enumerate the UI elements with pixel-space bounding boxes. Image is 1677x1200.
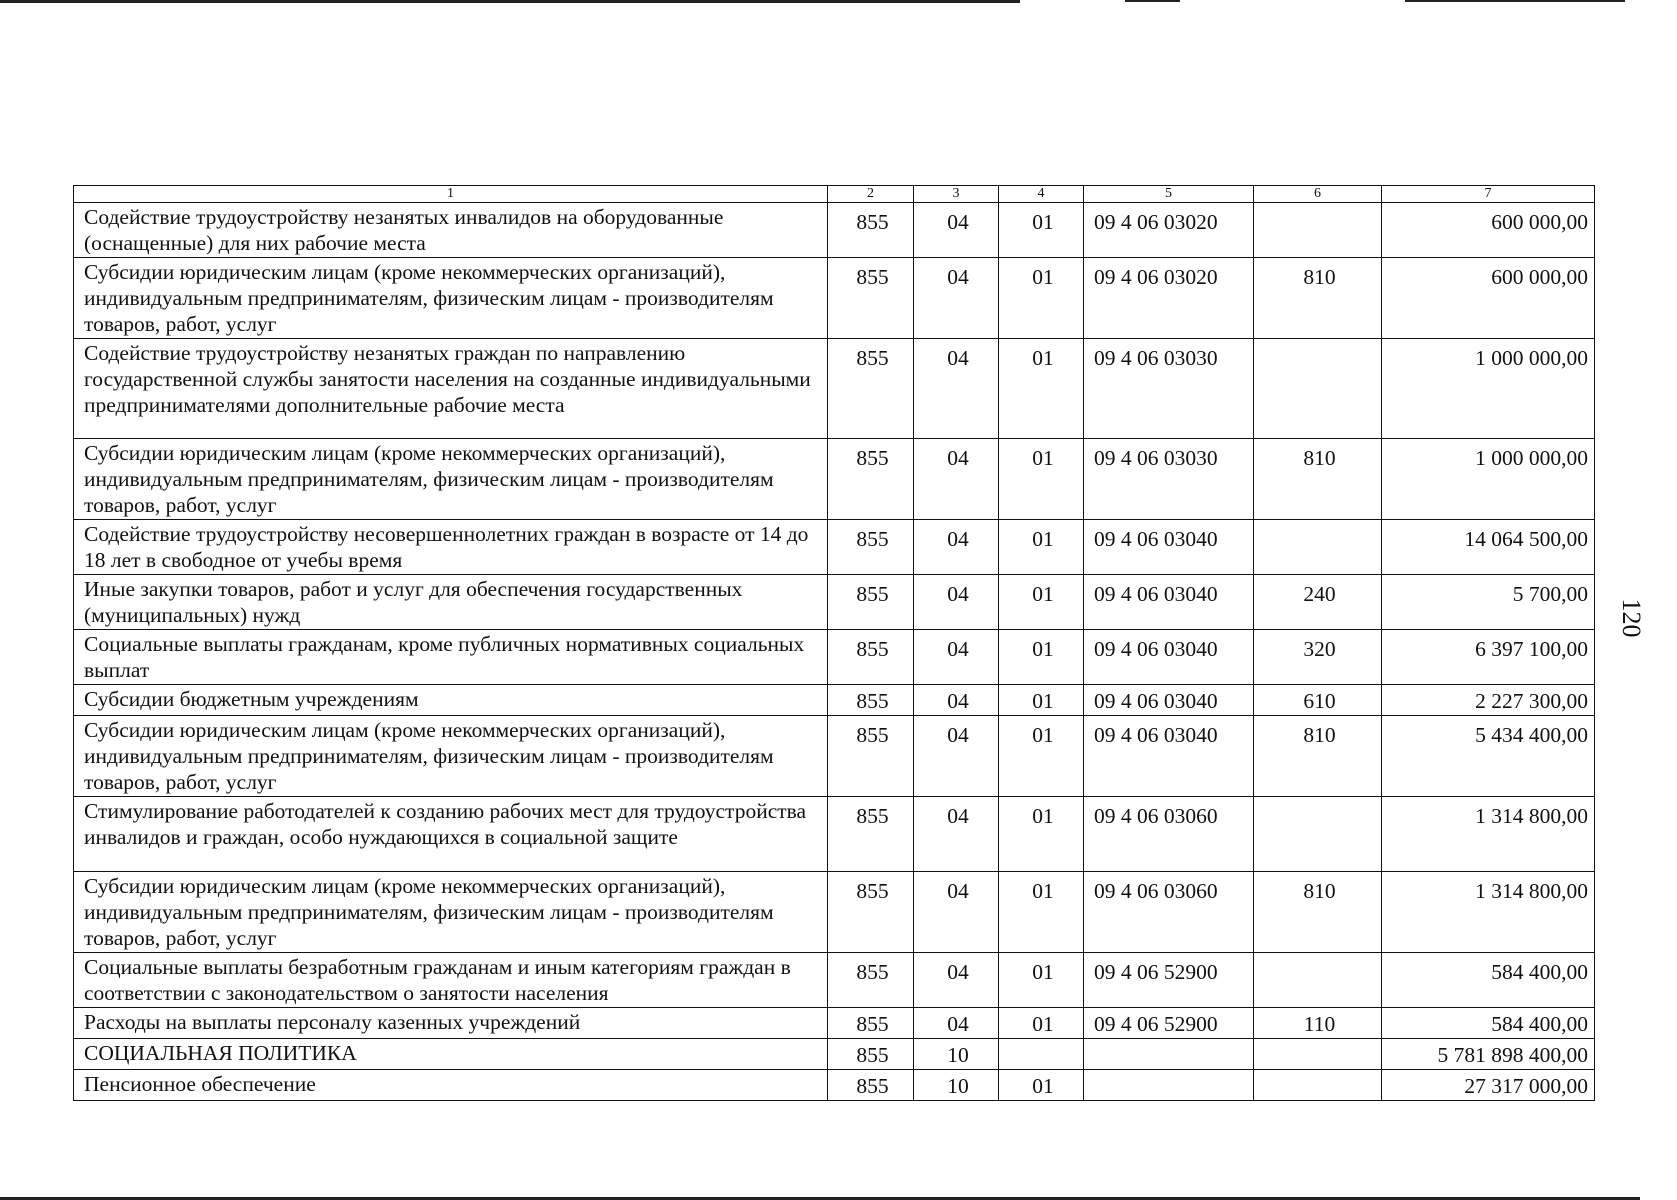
column-number: 4	[999, 186, 1084, 203]
row-pr-cell: 01	[999, 953, 1084, 1008]
row-name-cell: Расходы на выплаты персоналу казенных учреждений	[74, 1008, 828, 1039]
row-rz-cell: 04	[914, 630, 999, 685]
table-row	[74, 630, 1595, 685]
row-sum-cell: 5 781 898 400,00	[1382, 1039, 1595, 1070]
column-number: 3	[914, 186, 999, 203]
row-pr-cell: 01	[999, 797, 1084, 872]
row-sum-cell: 27 317 000,00	[1382, 1070, 1595, 1101]
table-row	[74, 1070, 1595, 1101]
row-rz-cell: 04	[914, 258, 999, 339]
row-sum-cell: 1 314 800,00	[1382, 797, 1595, 872]
row-name-cell: СОЦИАЛЬНАЯ ПОЛИТИКА	[74, 1039, 828, 1070]
row-pr-cell: 01	[999, 575, 1084, 630]
row-sum-cell: 1 000 000,00	[1382, 339, 1595, 439]
row-gr-cell: 855	[828, 685, 914, 716]
row-csr-cell: 09 4 06 03030	[1084, 439, 1254, 520]
row-vr-cell: 810	[1254, 716, 1382, 797]
row-vr-cell: 240	[1254, 575, 1382, 630]
row-pr-cell: 01	[999, 258, 1084, 339]
row-vr-cell	[1254, 797, 1382, 872]
row-csr-cell: 09 4 06 03060	[1084, 797, 1254, 872]
column-number: 5	[1084, 186, 1254, 203]
row-sum-cell: 1 314 800,00	[1382, 872, 1595, 953]
row-csr-cell: 09 4 06 52900	[1084, 953, 1254, 1008]
row-vr-cell	[1254, 339, 1382, 439]
row-rz-cell: 04	[914, 339, 999, 439]
row-csr-cell: 09 4 06 03040	[1084, 685, 1254, 716]
row-sum-cell: 5 700,00	[1382, 575, 1595, 630]
row-csr-cell: 09 4 06 03030	[1084, 339, 1254, 439]
row-rz-cell: 04	[914, 872, 999, 953]
scan-edge-top-line-right	[1125, 0, 1180, 2]
row-sum-cell: 584 400,00	[1382, 953, 1595, 1008]
row-vr-cell	[1254, 520, 1382, 575]
row-pr-cell: 01	[999, 685, 1084, 716]
row-name-cell: Содействие трудоустройству незанятых граждан по направлению государственной службы занятости населения на созданные индивидуальными предпринимателями дополнительные рабочие места	[74, 339, 828, 439]
row-gr-cell: 855	[828, 575, 914, 630]
row-gr-cell: 855	[828, 203, 914, 258]
row-gr-cell: 855	[828, 1070, 914, 1101]
row-gr-cell: 855	[828, 258, 914, 339]
row-sum-cell: 6 397 100,00	[1382, 630, 1595, 685]
page-number: 120	[1617, 598, 1646, 638]
table-row	[74, 439, 1595, 520]
table-body	[74, 203, 1595, 1101]
row-rz-cell: 04	[914, 439, 999, 520]
table-row	[74, 872, 1595, 953]
row-pr-cell: 01	[999, 872, 1084, 953]
scan-edge-top-line-far-right	[1405, 0, 1625, 2]
row-sum-cell: 1 000 000,00	[1382, 439, 1595, 520]
row-pr-cell: 01	[999, 1070, 1084, 1101]
row-pr-cell: 01	[999, 203, 1084, 258]
row-csr-cell: 09 4 06 03040	[1084, 630, 1254, 685]
row-csr-cell	[1084, 1039, 1254, 1070]
row-csr-cell: 09 4 06 52900	[1084, 1008, 1254, 1039]
row-name-cell: Содействие трудоустройству несовершеннолетних граждан в возрасте от 14 до 18 лет в свободное от учебы время	[74, 520, 828, 575]
row-name-cell: Стимулирование работодателей к созданию рабочих мест для трудоустройства инвалидов и граждан, особо нуждающихся в социальной защите	[74, 797, 828, 872]
row-vr-cell: 810	[1254, 439, 1382, 520]
row-pr-cell: 01	[999, 339, 1084, 439]
row-sum-cell: 14 064 500,00	[1382, 520, 1595, 575]
row-gr-cell: 855	[828, 872, 914, 953]
row-rz-cell: 04	[914, 685, 999, 716]
row-csr-cell: 09 4 06 03040	[1084, 575, 1254, 630]
row-name-cell: Субсидии юридическим лицам (кроме некоммерческих организаций), индивидуальным предпринимателям, физическим лицам - производителям товаров, работ, услуг	[74, 872, 828, 953]
row-rz-cell: 04	[914, 797, 999, 872]
row-vr-cell: 610	[1254, 685, 1382, 716]
row-csr-cell: 09 4 06 03020	[1084, 258, 1254, 339]
table-row	[74, 520, 1595, 575]
row-gr-cell: 855	[828, 520, 914, 575]
row-gr-cell: 855	[828, 439, 914, 520]
table-row	[74, 1008, 1595, 1039]
table-row	[74, 1039, 1595, 1070]
row-name-cell: Субсидии бюджетным учреждениям	[74, 685, 828, 716]
row-vr-cell: 110	[1254, 1008, 1382, 1039]
row-vr-cell	[1254, 1039, 1382, 1070]
row-pr-cell: 01	[999, 716, 1084, 797]
row-name-cell: Пенсионное обеспечение	[74, 1070, 828, 1101]
row-rz-cell: 04	[914, 575, 999, 630]
row-gr-cell: 855	[828, 630, 914, 685]
row-name-cell: Субсидии юридическим лицам (кроме некоммерческих организаций), индивидуальным предпринимателям, физическим лицам - производителям товаров, работ, услуг	[74, 716, 828, 797]
row-pr-cell	[999, 1039, 1084, 1070]
table-row	[74, 339, 1595, 439]
row-rz-cell: 10	[914, 1070, 999, 1101]
table-row	[74, 685, 1595, 716]
row-vr-cell: 810	[1254, 258, 1382, 339]
row-sum-cell: 584 400,00	[1382, 1008, 1595, 1039]
row-gr-cell: 855	[828, 1008, 914, 1039]
table-row	[74, 716, 1595, 797]
row-name-cell: Содействие трудоустройству незанятых инвалидов на оборудованные (оснащенные) для них рабочие места	[74, 203, 828, 258]
table-row	[74, 258, 1595, 339]
table-row	[74, 797, 1595, 872]
row-name-cell: Социальные выплаты безработным гражданам и иным категориям граждан в соответствии с законодательством о занятости населения	[74, 953, 828, 1008]
table-row	[74, 575, 1595, 630]
row-gr-cell: 855	[828, 1039, 914, 1070]
row-rz-cell: 04	[914, 520, 999, 575]
budget-table	[73, 185, 1595, 1101]
row-name-cell: Социальные выплаты гражданам, кроме публичных нормативных социальных выплат	[74, 630, 828, 685]
row-rz-cell: 04	[914, 203, 999, 258]
scan-edge-top-line	[0, 0, 1020, 3]
column-number: 6	[1254, 186, 1382, 203]
table-row	[74, 203, 1595, 258]
row-vr-cell: 810	[1254, 872, 1382, 953]
row-gr-cell: 855	[828, 339, 914, 439]
row-sum-cell: 600 000,00	[1382, 258, 1595, 339]
row-vr-cell	[1254, 203, 1382, 258]
column-number-row	[74, 186, 1595, 203]
row-gr-cell: 855	[828, 797, 914, 872]
row-gr-cell: 855	[828, 953, 914, 1008]
row-rz-cell: 04	[914, 716, 999, 797]
row-pr-cell: 01	[999, 439, 1084, 520]
row-vr-cell	[1254, 1070, 1382, 1101]
row-vr-cell: 320	[1254, 630, 1382, 685]
table-row	[74, 953, 1595, 1008]
row-csr-cell: 09 4 06 03040	[1084, 716, 1254, 797]
row-gr-cell: 855	[828, 716, 914, 797]
row-pr-cell: 01	[999, 520, 1084, 575]
row-csr-cell: 09 4 06 03020	[1084, 203, 1254, 258]
row-rz-cell: 04	[914, 1008, 999, 1039]
row-pr-cell: 01	[999, 1008, 1084, 1039]
column-number: 1	[74, 186, 828, 203]
row-csr-cell	[1084, 1070, 1254, 1101]
row-name-cell: Иные закупки товаров, работ и услуг для обеспечения государственных (муниципальных) нужд	[74, 575, 828, 630]
row-name-cell: Субсидии юридическим лицам (кроме некоммерческих организаций), индивидуальным предпринимателям, физическим лицам - производителям товаров, работ, услуг	[74, 258, 828, 339]
row-name-cell: Субсидии юридическим лицам (кроме некоммерческих организаций), индивидуальным предпринимателям, физическим лицам - производителям товаров, работ, услуг	[74, 439, 828, 520]
column-number: 7	[1382, 186, 1595, 203]
row-vr-cell	[1254, 953, 1382, 1008]
row-pr-cell: 01	[999, 630, 1084, 685]
column-number: 2	[828, 186, 914, 203]
row-rz-cell: 10	[914, 1039, 999, 1070]
row-sum-cell: 2 227 300,00	[1382, 685, 1595, 716]
row-csr-cell: 09 4 06 03040	[1084, 520, 1254, 575]
row-csr-cell: 09 4 06 03060	[1084, 872, 1254, 953]
row-sum-cell: 5 434 400,00	[1382, 716, 1595, 797]
row-rz-cell: 04	[914, 953, 999, 1008]
row-sum-cell: 600 000,00	[1382, 203, 1595, 258]
